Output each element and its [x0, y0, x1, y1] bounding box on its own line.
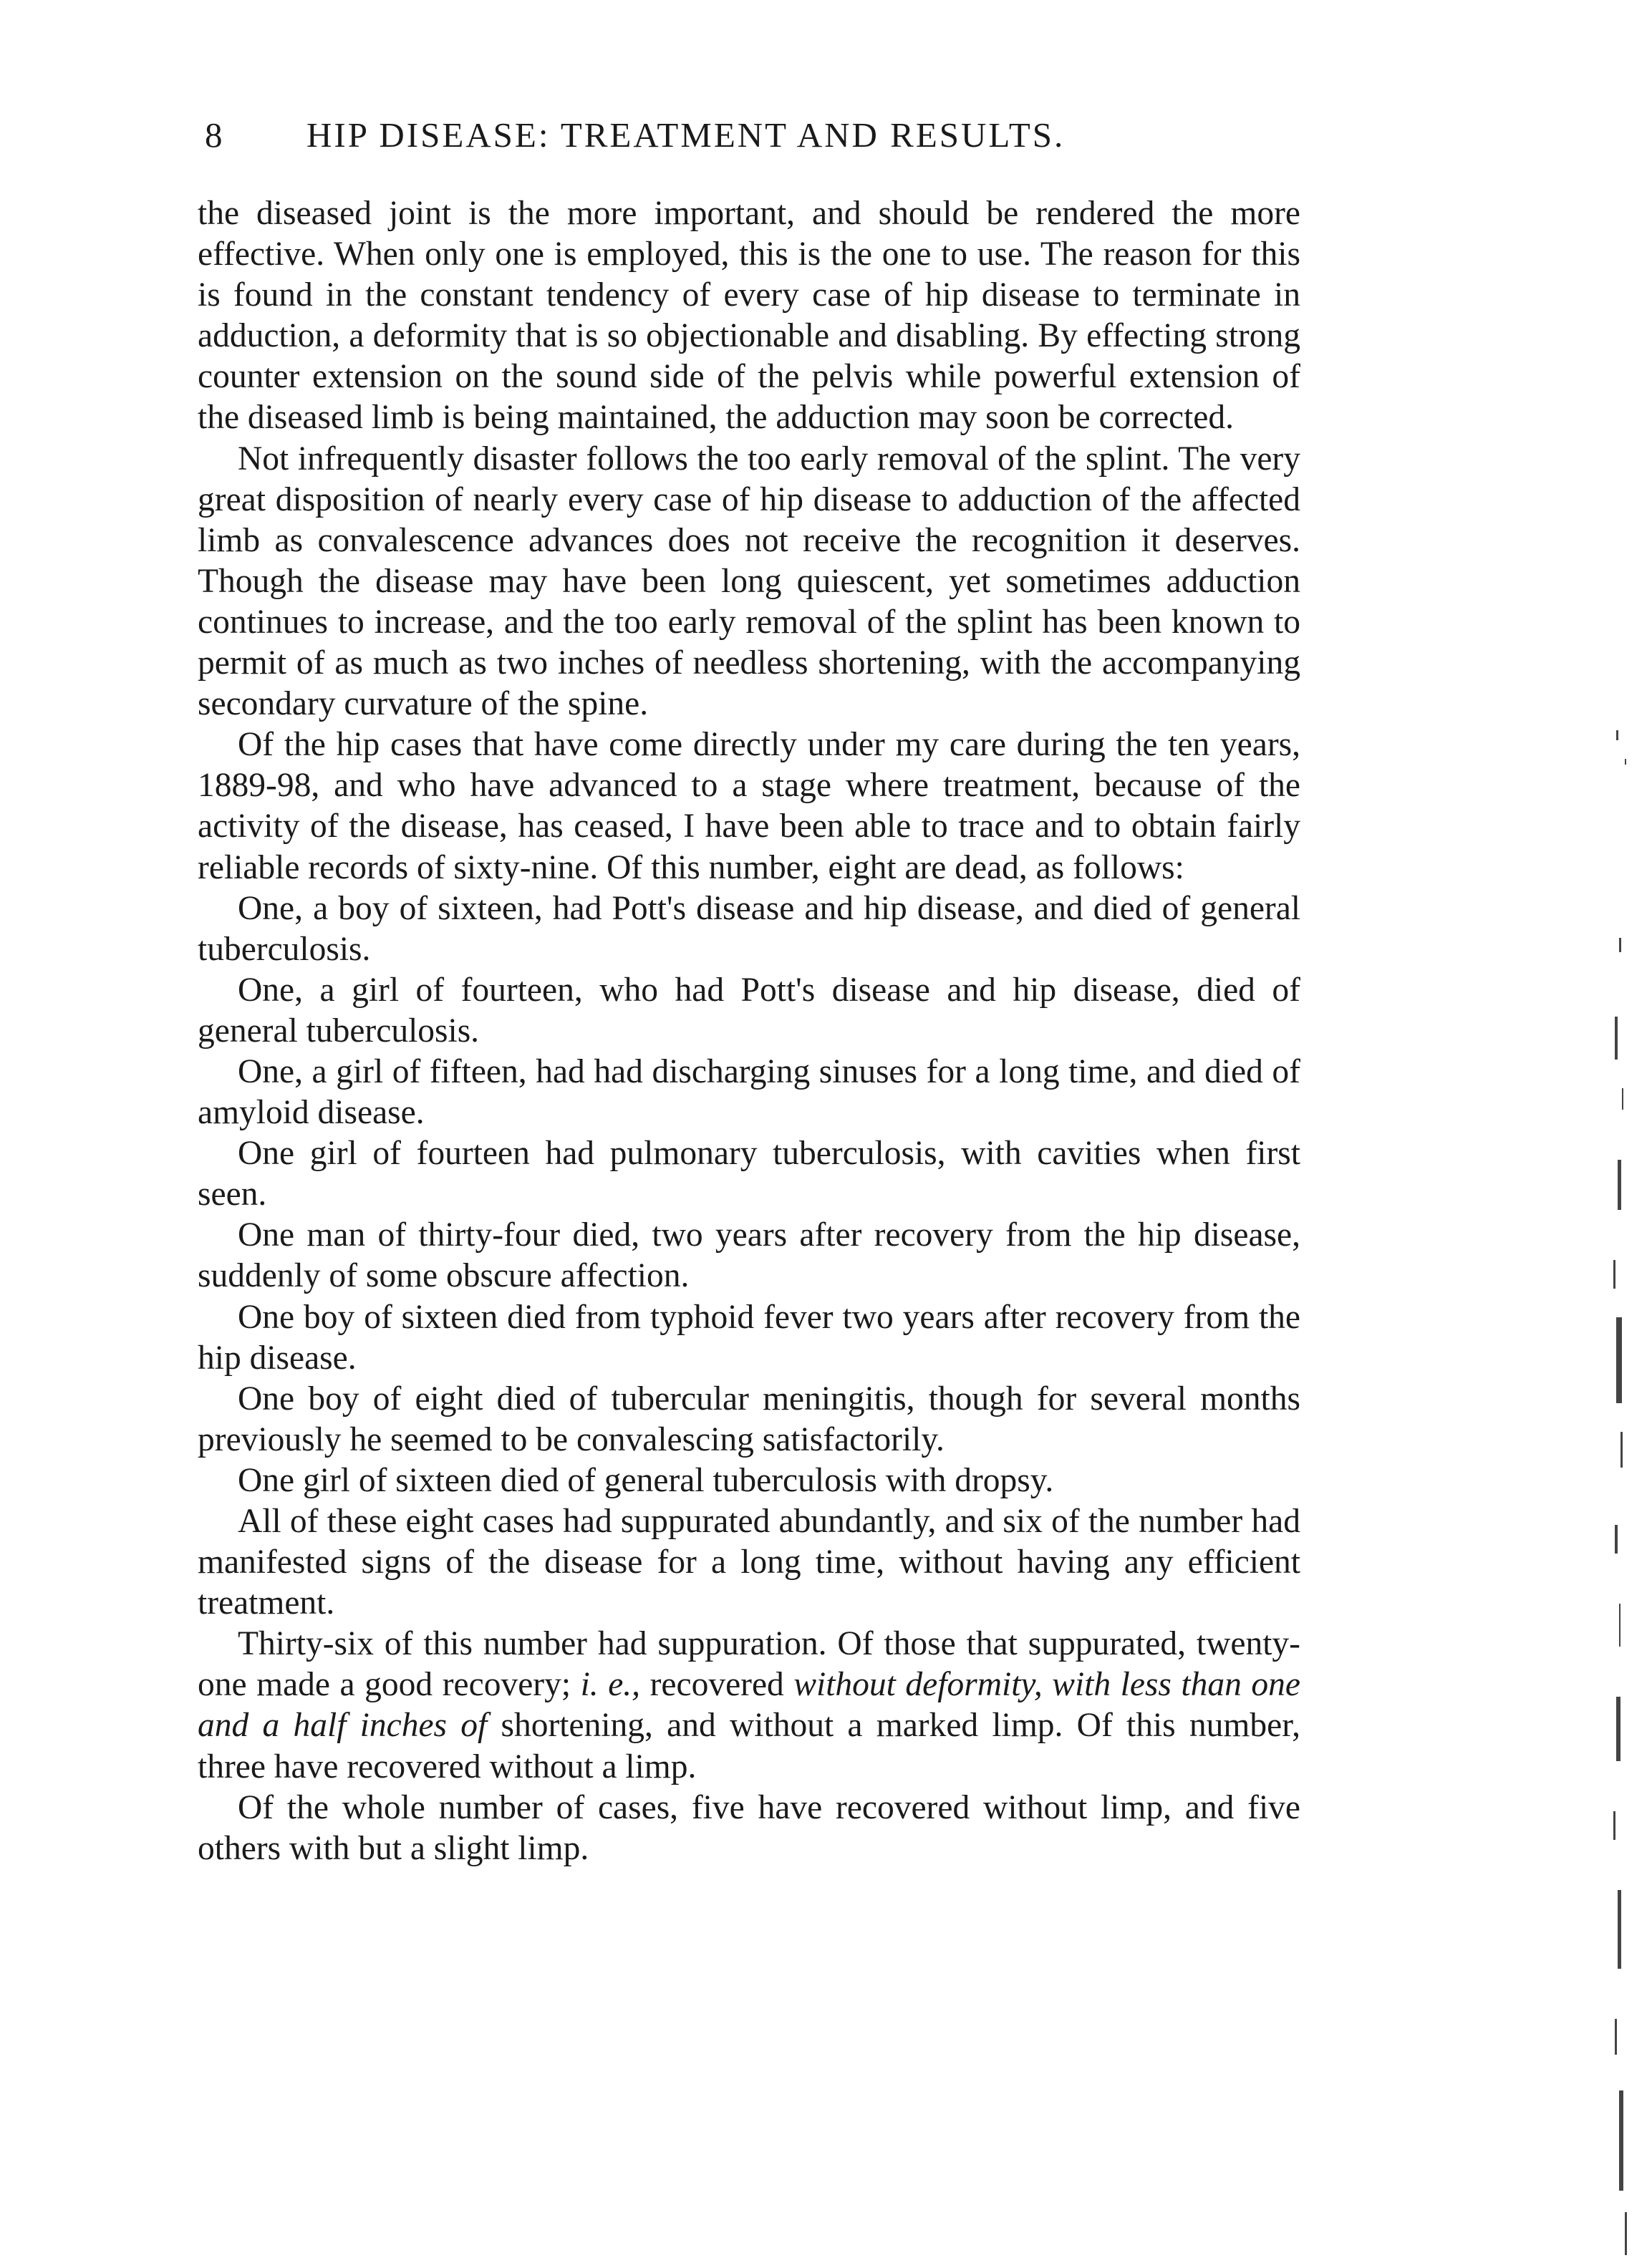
paragraph-2: Not infrequently disaster follows the too early removal of the splint. The very great disposition of nearly every case of hip disease to adduction of the affected limb as convalescence advances does not receive the recognition it deserves. Though the disease may have been long quiescent, yet sometimes adduction continues to increase, and the too early removal of the splint has been known to permit of as much as two inches of needless shortening, with the accompanying secondary curvature of the spine. — [198, 440, 1300, 723]
paragraph-10: One boy of eight died of tubercular meningitis, though for several months previously he seemed to be convalescing satisfactorily. — [198, 1380, 1300, 1458]
paragraph-8: One man of thirty-four died, two years after recovery from the hip disease, suddenly of some obscure affection. — [198, 1216, 1300, 1295]
paragraph-6: One, a girl of fifteen, had had discharging sinuses for a long time, and died of amyloid disease. — [198, 1052, 1300, 1132]
body-text — [198, 193, 1300, 1869]
paragraph-13-italic: without deformity, with less than one and a half inches of — [198, 1666, 1301, 1745]
paragraph-13 — [198, 1624, 1300, 1787]
paragraph-12: All of these eight cases had suppurated abundantly, and six of the number had manifested signs of the disease for a long time, without having any efficient treatment. — [198, 1503, 1300, 1622]
paragraph-13-lead: Thirty-six of this number had suppuration. Of those that suppurated, twenty-one made a good recovery; — [198, 1625, 1300, 1704]
running-head — [201, 115, 1303, 172]
paragraph-5: One, a girl of fourteen, who had Pott's disease and hip disease, died of general tuberculosis. — [198, 971, 1300, 1050]
paragraph-13-tail: shortening, and without a marked limp. Of this number, three have recovered without a limp. — [198, 1707, 1300, 1785]
paragraph-3: Of the hip cases that have come directly under my care during the ten years, 1889-98, and who have advanced to a stage where treatment, because of the activity of the disease, has ceased, I have been able to trace and to obtain fairly reliable records of sixty-nine. Of this number, eight are dead, as follows: — [198, 726, 1300, 886]
scan-edge-marks-graphic — [1588, 716, 1652, 2268]
page-number: 8 — [205, 115, 225, 155]
scan-edge-marks — [1588, 716, 1652, 2268]
paragraph-4: One, a boy of sixteen, had Pott's disease and hip disease, and died of general tuberculosis. — [198, 889, 1300, 968]
paragraph-7: One girl of fourteen had pulmonary tuberculosis, with cavities when first seen. — [198, 1135, 1300, 1213]
paragraph-13-ie: i. e., — [580, 1666, 641, 1704]
paragraph-11: One girl of sixteen died of general tuberculosis with dropsy. — [238, 1461, 1054, 1499]
paragraph-9: One boy of sixteen died from typhoid fever two years after recovery from the hip disease. — [198, 1298, 1300, 1377]
running-title: HIP DISEASE: TREATMENT AND RESULTS. — [306, 115, 1066, 155]
paragraph-13-mid: recovered — [640, 1666, 794, 1704]
paragraph-14: Of the whole number of cases, five have recovered without limp, and five others with but a slight limp. — [198, 1788, 1300, 1867]
paragraph-1: the diseased joint is the more important, and should be rendered the more effective. When only one is employed, this is the one to use. The reason for this is found in the constant tendency of every case of hip disease to terminate in adduction, a deformity that is so objectionable and disabling. By effecting strong counter extension on the sound side of the pelvis while powerful extension of the diseased limb is being maintained, the adduction may soon be corrected. — [198, 195, 1300, 437]
